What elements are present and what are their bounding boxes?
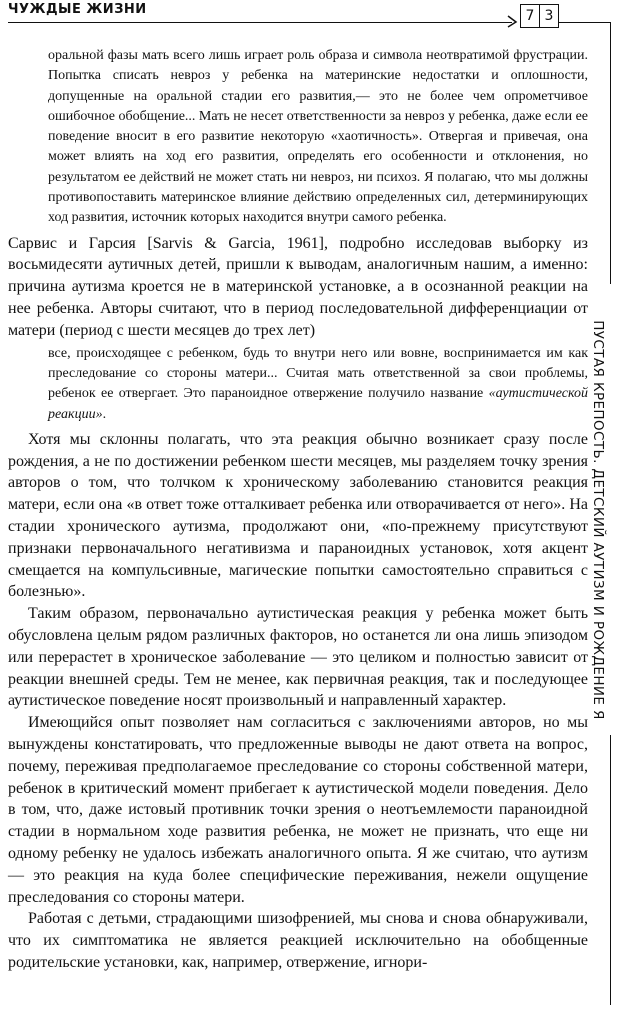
block-quote: оральной фазы мать всего лишь играет роль образа и символа неотвратимой фрустрации. Попытка списать невроз у ребенка на материнские недостатки и оплошности, допущенные на оральной стадии его развития,— это не более чем опрометчивое ошибочное обобщение... Мать не несет ответственности за невроз у ребенка, даже если ее поведение вносит в его развитие некоторую «хаотичность». Отвергая и привечая, она может влиять на ход его развития, определять его особенности и отклонения, но результатом ее действий не может стать ни невроз, ни психоз. Я полагаю, что мы должны противопоставить материнское влияние действию определенных сил, детерминирующих ход развития, источник которых находится внутри самого ребенка. [48, 48, 588, 226]
block-quote [8, 344, 588, 425]
page-digit: 3 [539, 4, 559, 28]
paragraph: Хотя мы склонны полагать, что эта реакция обычно возникает сразу после рождения, а не по достижении ребенком шести месяцев, мы разделяем точку зрения авторов о том, что толчком к хроническому заболеванию становится реакция матери, если она «в ответ тоже отталкивает ребенка или отворачивается от него». На стадии хронического аутизма, продолжают они, «по-прежнему присутствуют признаки первоначального негативизма и параноидных установок, хотя акцент смещается на компульсивные, магические попытки самостоятельно справиться с болезнью». [8, 430, 588, 601]
quote-text: все, происходящее с ребенком, будь то внутри него или вовне, воспринимается им как преследование со стороны матери... Считая мать ответственной за свои проблемы, ребенок ее отвергает. Это параноидное отвержение получило название [48, 345, 588, 402]
page-number [520, 4, 558, 28]
running-title: ЧУЖДЫЕ ЖИЗНИ [8, 2, 147, 17]
page-digit: 7 [520, 4, 540, 28]
paragraph: Таким образом, первоначально аутистическая реакция у ребенка может быть обусловлена целым рядом различных факторов, но останется ли она лишь эпизодом или перерастет в хроническое заболевание — это целиком и полностью зависит от реакции внешней среды. Тем не менее, как первичная реакция, так и последующее аутистическое поведение носят произвольный и направленный характер. [8, 605, 588, 710]
emphasis-term: «аутистической реакции» [48, 386, 588, 422]
paragraph: Работая с детьми, страдающими шизофренией, мы снова и снова обнаруживали, что их симптоматика не является реакцией исключительно на обобщенные родительские установки, как, например, отвержение, игнори- [8, 910, 588, 971]
quote-end: . [102, 406, 107, 422]
side-rule-top [610, 22, 611, 284]
paragraph: Сарвис и Гарсия [Sarvis & Garcia, 1961], подробно исследовав выборку из восьмидесяти аутичных детей, пришли к выводам, аналогичным нашим, а именно: причина аутизма кроется не в материнской установке, а в осознанной реакции на нее ребенка. Авторы считают, что в период последовательной дифференциации от матери (период с шести месяцев до трех лет) [8, 234, 588, 339]
arrow-right-icon [505, 14, 519, 28]
page-body [8, 46, 588, 974]
header-rule [8, 22, 512, 23]
corner-rule [559, 22, 611, 23]
side-running-title: ПУСТАЯ КРЕПОСТЬ. ДЕТСКИЙ АУТИЗМ И РОЖДЕНИЕ Я [590, 320, 606, 720]
side-rule-bottom [610, 735, 611, 1005]
paragraph: Имеющийся опыт позволяет нам согласиться с заключениями авторов, но мы вынуждены констатировать, что предложенные выводы не дают ответа на вопрос, почему, переживая предполагаемое преследование со стороны собственной матери, ребенок в критический момент прибегает к аутистической модели поведения. Дело в том, что, даже истовый противник точки зрения о неотъемлемости параноидной стадии в нормальном ходе развития ребенка, не может не признать, что еще ни одному ребенку не удалось избежать аналогичного опыта. Я же считаю, что аутизм — это реакция на куда более специфические переживания, нежели ощущение преследования со стороны матери. [8, 714, 588, 906]
